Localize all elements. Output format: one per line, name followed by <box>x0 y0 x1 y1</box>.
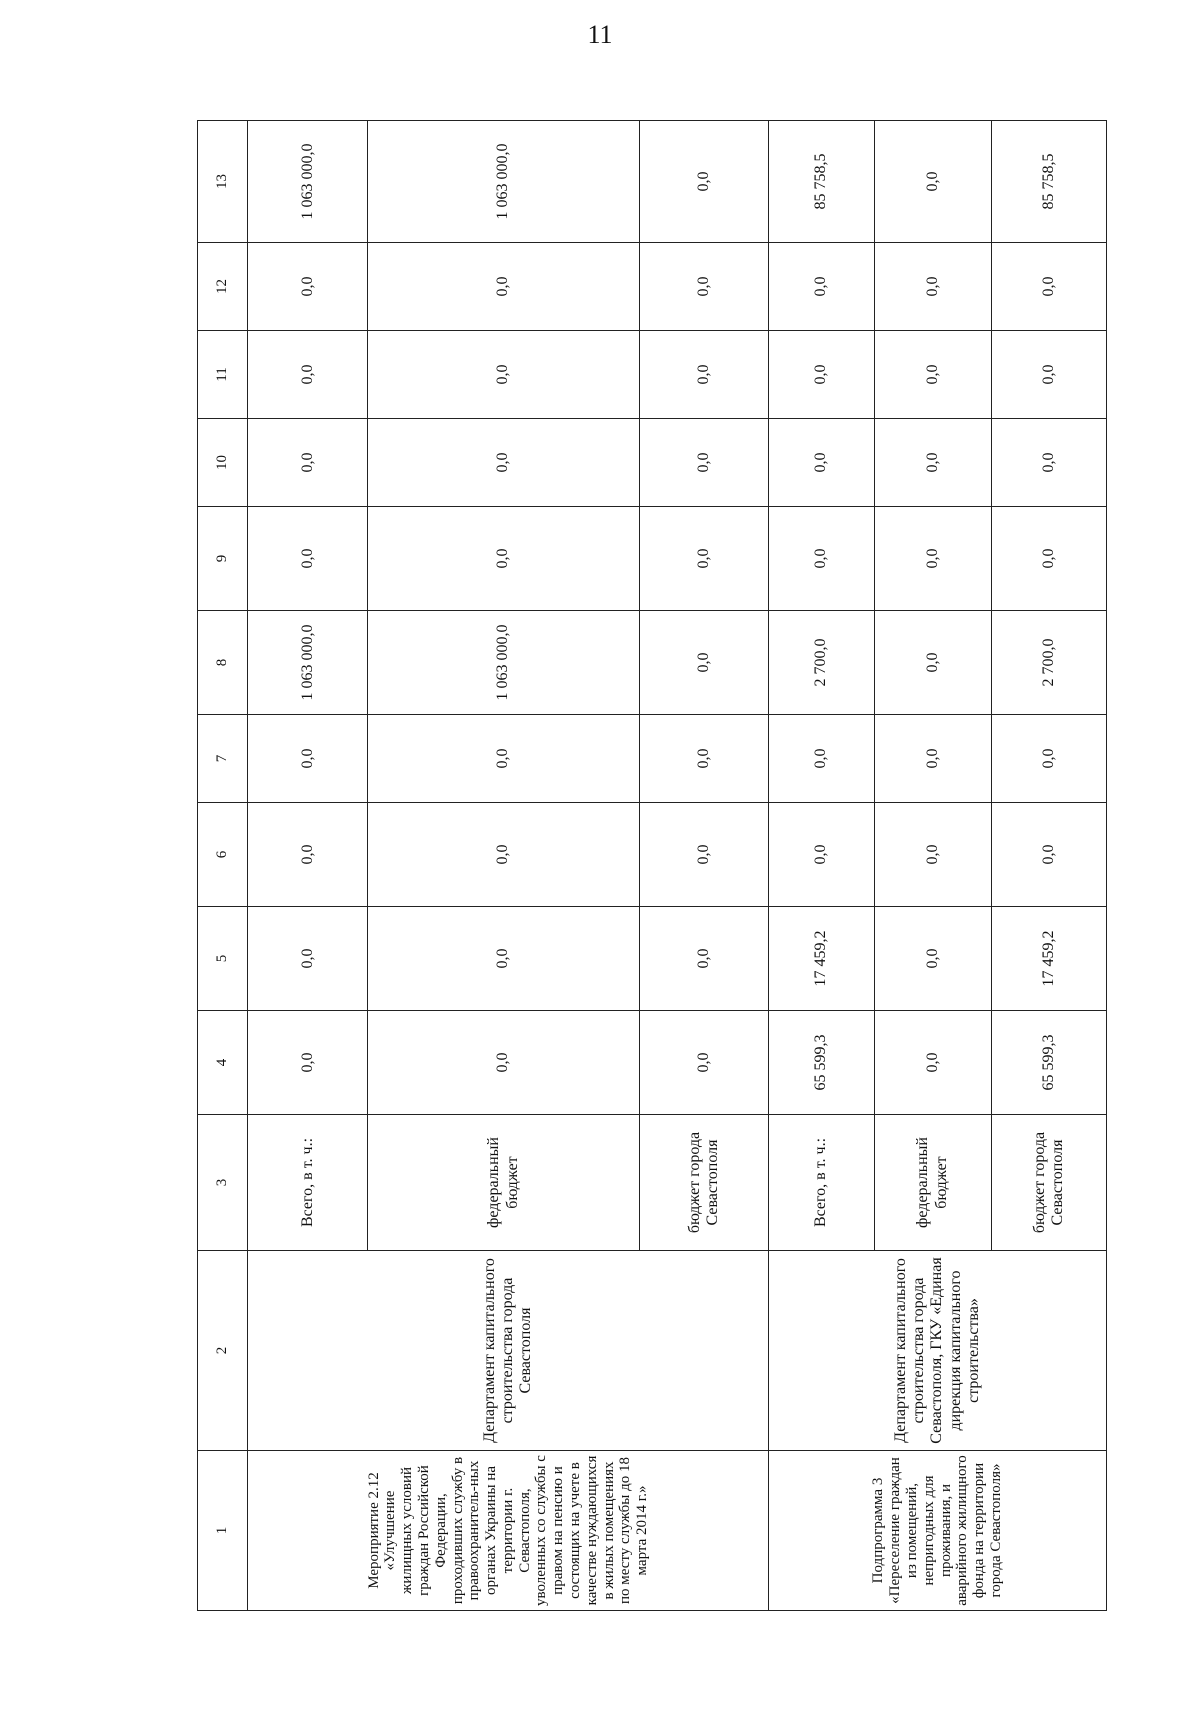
value-cell: 0,0 <box>640 507 769 611</box>
header-cell: 8 <box>198 611 248 715</box>
budget-table-container <box>197 121 1107 1611</box>
value-cell: 0,0 <box>640 121 769 243</box>
value-cell: 0,0 <box>874 507 991 611</box>
value-cell: 0,0 <box>769 419 875 507</box>
value-cell: 0,0 <box>874 715 991 803</box>
value-cell: 0,0 <box>992 803 1107 907</box>
value-cell: 0,0 <box>769 803 875 907</box>
value-cell: 0,0 <box>992 715 1107 803</box>
value-cell: 0,0 <box>368 243 640 331</box>
value-cell: 17 459,2 <box>992 907 1107 1011</box>
value-cell: 0,0 <box>248 419 368 507</box>
header-cell: 12 <box>198 243 248 331</box>
subprogram-name-cell: Подпрограмма 3 «Переселение граждан из помещений, непригодных для проживания, и аварийного жилищного фонда на территории города Севастополя» <box>769 1451 1107 1611</box>
value-cell: 0,0 <box>769 331 875 419</box>
header-row <box>198 121 248 1611</box>
value-cell: 0,0 <box>248 907 368 1011</box>
executor-cell: Департамент капитального строительства города Севастополя <box>248 1251 769 1451</box>
value-cell: 0,0 <box>368 803 640 907</box>
value-cell: 0,0 <box>248 715 368 803</box>
value-cell: 0,0 <box>368 507 640 611</box>
value-cell: 0,0 <box>640 803 769 907</box>
value-cell: 0,0 <box>640 1011 769 1115</box>
budget-table <box>197 120 1107 1611</box>
value-cell: 0,0 <box>769 243 875 331</box>
header-cell: 9 <box>198 507 248 611</box>
value-cell: 17 459,2 <box>769 907 875 1011</box>
header-cell: 3 <box>198 1115 248 1251</box>
header-cell: 7 <box>198 715 248 803</box>
value-cell: 0,0 <box>874 121 991 243</box>
value-cell: 1 063 000,0 <box>248 121 368 243</box>
value-cell: 0,0 <box>640 243 769 331</box>
value-cell: 0,0 <box>640 715 769 803</box>
value-cell: 0,0 <box>368 907 640 1011</box>
header-cell: 13 <box>198 121 248 243</box>
value-cell: 0,0 <box>640 331 769 419</box>
value-cell: 0,0 <box>874 243 991 331</box>
value-cell: 0,0 <box>874 611 991 715</box>
source-cell: федеральный бюджет <box>368 1115 640 1251</box>
value-cell: 0,0 <box>640 419 769 507</box>
value-cell: 2 700,0 <box>769 611 875 715</box>
header-cell: 4 <box>198 1011 248 1115</box>
value-cell: 85 758,5 <box>769 121 875 243</box>
value-cell: 0,0 <box>368 1011 640 1115</box>
value-cell: 0,0 <box>368 419 640 507</box>
value-cell: 0,0 <box>769 715 875 803</box>
value-cell: 1 063 000,0 <box>248 611 368 715</box>
value-cell: 0,0 <box>874 331 991 419</box>
value-cell: 0,0 <box>368 331 640 419</box>
value-cell: 85 758,5 <box>992 121 1107 243</box>
value-cell: 0,0 <box>874 907 991 1011</box>
table-row <box>769 121 875 1611</box>
value-cell: 0,0 <box>640 611 769 715</box>
header-cell: 2 <box>198 1251 248 1451</box>
value-cell: 65 599,3 <box>769 1011 875 1115</box>
value-cell: 0,0 <box>992 331 1107 419</box>
page-number: 11 <box>587 20 613 49</box>
value-cell: 65 599,3 <box>992 1011 1107 1115</box>
value-cell: 0,0 <box>248 1011 368 1115</box>
value-cell: 0,0 <box>640 907 769 1011</box>
header-cell: 5 <box>198 907 248 1011</box>
value-cell: 0,0 <box>368 715 640 803</box>
value-cell: 0,0 <box>874 803 991 907</box>
table-row <box>248 121 368 1611</box>
source-cell: бюджет города Севастополя <box>640 1115 769 1251</box>
source-cell: Всего, в т. ч.: <box>248 1115 368 1251</box>
header-cell: 1 <box>198 1451 248 1611</box>
value-cell: 0,0 <box>248 243 368 331</box>
value-cell: 2 700,0 <box>992 611 1107 715</box>
value-cell: 0,0 <box>992 419 1107 507</box>
source-cell: федеральный бюджет <box>874 1115 991 1251</box>
header-cell: 6 <box>198 803 248 907</box>
value-cell: 0,0 <box>992 507 1107 611</box>
executor-cell: Департамент капитального строительства города Севастополя, ГКУ «Единая дирекция капитального строительства» <box>769 1251 1107 1451</box>
value-cell: 0,0 <box>992 243 1107 331</box>
value-cell: 0,0 <box>248 331 368 419</box>
value-cell: 0,0 <box>874 1011 991 1115</box>
value-cell: 0,0 <box>248 507 368 611</box>
source-cell: бюджет города Севастополя <box>992 1115 1107 1251</box>
header-cell: 11 <box>198 331 248 419</box>
source-cell: Всего, в т. ч.: <box>769 1115 875 1251</box>
measure-name-cell: Мероприятие 2.12 «Улучшение жилищных условий граждан Российской Федерации, проходивших службу в правоохранитель-ных органах Украины на территории г. Севастополя, уволенных со службы с правом на пенсию и состоящих на учете в качестве нуждающихся в жилых помещениях по месту службы до 18 марта 2014 г.» <box>248 1451 769 1611</box>
value-cell: 0,0 <box>874 419 991 507</box>
value-cell: 1 063 000,0 <box>368 121 640 243</box>
value-cell: 0,0 <box>769 507 875 611</box>
value-cell: 1 063 000,0 <box>368 611 640 715</box>
header-cell: 10 <box>198 419 248 507</box>
value-cell: 0,0 <box>248 803 368 907</box>
